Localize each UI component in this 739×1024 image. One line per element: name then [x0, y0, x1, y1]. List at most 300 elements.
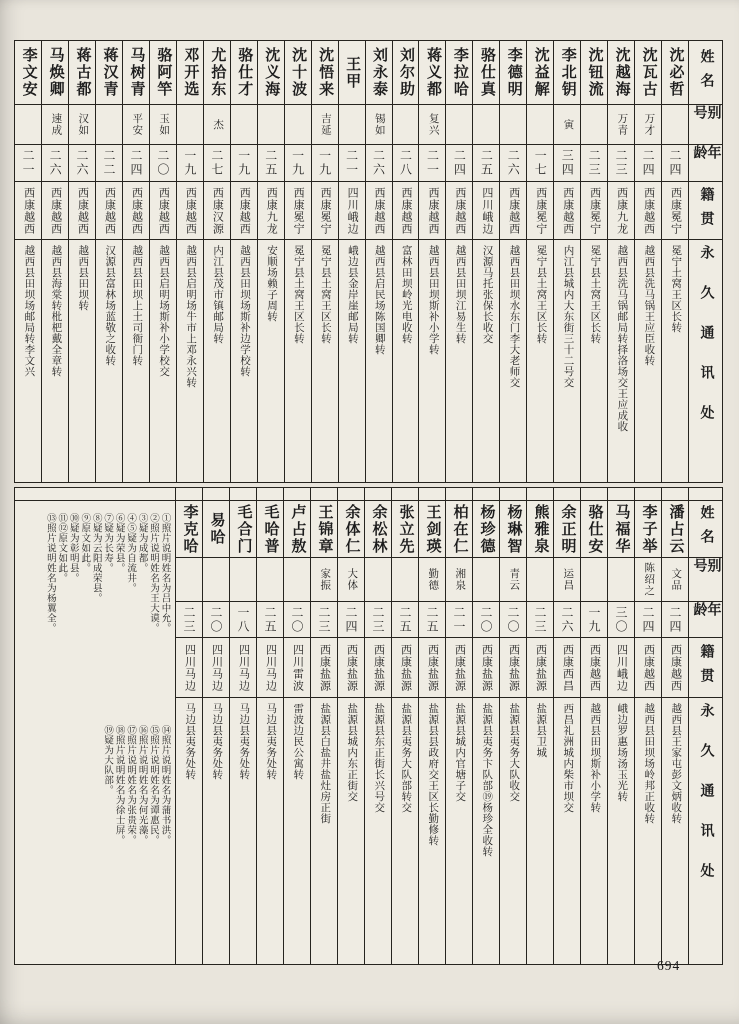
header-label-native: 籍贯: [698, 186, 714, 235]
person-name: 王锦章: [316, 503, 333, 555]
person-age: 二一: [425, 149, 440, 177]
person-age: 二四: [668, 605, 682, 634]
person-native: 西康越西: [426, 186, 439, 235]
person-age-cell: [393, 145, 419, 182]
person-native: 西康越西: [238, 186, 251, 235]
person-age-cell: [662, 145, 688, 182]
person-address-cell: [635, 698, 661, 964]
blank-strip-cell: [365, 488, 391, 501]
person-alias-cell: [581, 105, 607, 145]
person-address-cell: [608, 240, 634, 482]
person-address: 峨边罗惠场汤玉光转: [616, 703, 628, 802]
person-name: 蒋义都: [424, 47, 441, 98]
person-address: 越西县洗马锅邮局转择洛场交王应成收: [616, 245, 628, 432]
person-name-cell: [312, 41, 338, 105]
header-cell-age: [689, 145, 722, 182]
person-alias-cell: [527, 105, 553, 145]
person-address-cell: [581, 240, 607, 482]
person-column: [256, 488, 283, 964]
person-name: 骆仕安: [586, 503, 603, 555]
person-name-cell: [608, 501, 634, 558]
person-age-cell: [15, 145, 41, 182]
person-age-cell: [635, 145, 661, 182]
footnote-item: ⑰照片说明姓名为张贵荣。: [125, 725, 136, 845]
person-name: 卢占敖: [289, 503, 306, 555]
blank-strip-cell: [500, 488, 526, 501]
person-column: [122, 41, 149, 482]
blank-strip-cell: [257, 488, 283, 501]
person-age: 一八: [236, 605, 250, 634]
person-age: 二三: [317, 605, 331, 634]
person-address-cell: [500, 240, 526, 482]
person-address-cell: [312, 240, 338, 482]
person-address-cell: [204, 240, 230, 482]
header-cell-name: [689, 41, 722, 105]
person-name-cell: [15, 41, 41, 105]
person-address: 越西县启明场斯补小学校交: [158, 245, 170, 377]
person-age-cell: [42, 145, 68, 182]
person-native: 西康越西: [588, 643, 601, 692]
person-native-cell: [204, 182, 230, 240]
person-name-cell: [554, 41, 580, 105]
person-alias-cell: [662, 105, 688, 145]
person-native-cell: [312, 182, 338, 240]
person-name-cell: [338, 501, 364, 558]
footnote-item: ⑭照片说明姓名为蒲书洪。: [159, 725, 170, 845]
person-native-cell: [635, 182, 661, 240]
person-column: [634, 41, 661, 482]
person-alias-cell: [446, 105, 472, 145]
person-age-cell: [473, 145, 499, 182]
person-address-cell: [635, 240, 661, 482]
blank-strip-cell: [554, 488, 580, 501]
person-age-cell: [662, 602, 688, 638]
person-native-cell: [473, 182, 499, 240]
person-name-cell: [527, 41, 553, 105]
person-alias-cell: [176, 558, 202, 602]
person-native: 四川马边: [237, 643, 250, 692]
person-name: 沈十波: [290, 47, 307, 98]
person-address: 越西县田坝上土司衙门转: [131, 245, 143, 366]
person-native-cell: [662, 182, 688, 240]
person-name: 沈义海: [263, 47, 280, 98]
person-name-cell: [311, 501, 337, 558]
person-column: [257, 41, 284, 482]
person-alias-cell: [230, 558, 256, 602]
footnote-item: ⑦疑为长寿。: [102, 513, 113, 573]
person-column: [230, 41, 257, 482]
person-column: [526, 41, 553, 482]
person-column: [15, 41, 41, 482]
person-alias-cell: [473, 105, 499, 145]
person-address: 汉源马托张保长收交: [481, 245, 493, 344]
person-name: 蒋汉青: [101, 47, 118, 98]
person-age: 二七: [209, 149, 224, 177]
person-age-cell: [581, 602, 607, 638]
person-native: 西康越西: [76, 186, 89, 235]
person-age-cell: [446, 602, 472, 638]
person-address: 马边县夷务处转: [265, 703, 277, 780]
person-address-cell: [446, 698, 472, 964]
header-label-alias: 别号: [691, 105, 721, 129]
person-name-cell: [42, 41, 68, 105]
person-age-cell: [123, 145, 149, 182]
person-age: 二三: [371, 605, 385, 634]
person-alias-cell: [204, 105, 230, 145]
person-native-cell: [635, 638, 661, 698]
person-name-cell: [446, 501, 472, 558]
person-alias: 湘泉: [454, 568, 466, 591]
person-native: 西康越西: [184, 186, 197, 235]
person-alias-cell: [231, 105, 257, 145]
person-alias-cell: [15, 105, 41, 145]
person-native-cell: [339, 182, 365, 240]
person-age-cell: [527, 602, 553, 638]
header-cell-address: [689, 240, 722, 482]
header-label-age: 年龄: [691, 145, 721, 169]
person-column: [95, 41, 122, 482]
person-address: 盐源县卫城: [535, 703, 547, 758]
header-label-name: 姓名: [698, 48, 714, 97]
person-native: 西康盐源: [372, 643, 385, 692]
person-column: [365, 41, 392, 482]
person-native-cell: [69, 182, 95, 240]
person-native-cell: [500, 638, 526, 698]
person-address: 马边县夷务处转: [184, 703, 196, 780]
person-age-cell: [554, 602, 580, 638]
person-age-cell: [69, 145, 95, 182]
blank-strip-cell: [608, 488, 634, 501]
footnote-item: ③疑为成都。: [136, 513, 147, 573]
person-age: 二二: [102, 149, 116, 177]
person-age: 二〇: [479, 605, 493, 634]
person-alias-cell: [473, 558, 499, 602]
person-name: 刘尔助: [397, 47, 414, 98]
person-address: 越西县王家屯彭文炳收转: [670, 703, 682, 824]
person-name-cell: [500, 41, 526, 105]
person-native-cell: [365, 638, 391, 698]
footnote-item: ⑥疑为荣县。: [113, 513, 124, 573]
person-name-cell: [257, 501, 283, 558]
person-column: [202, 488, 229, 964]
header-cell-alias: [689, 558, 722, 602]
person-native-cell: [257, 638, 283, 698]
person-age-cell: [446, 145, 472, 182]
person-age-cell: [366, 145, 392, 182]
person-address: 汉源县富林场蓝敬之收转: [104, 245, 116, 366]
person-alias-cell: [366, 105, 392, 145]
person-age: 一九: [182, 149, 197, 177]
person-column: [41, 41, 68, 482]
person-address-cell: [500, 698, 526, 964]
person-address: 越西县启明场牛市上邓永兴转: [185, 245, 197, 388]
person-address: 冕宁县土窝王区长转: [319, 245, 331, 344]
person-alias-cell: [446, 558, 472, 602]
footnote-group-2: [100, 725, 170, 915]
person-name: 余松林: [370, 503, 387, 555]
person-address: 越西县田坝转: [77, 245, 89, 311]
person-alias: 复兴: [427, 113, 439, 136]
person-age: 二五: [425, 605, 439, 634]
person-alias-cell: [419, 105, 445, 145]
blank-strip-cell: [311, 488, 337, 501]
person-name-cell: [150, 41, 176, 105]
person-native-cell: [392, 638, 418, 698]
header-column-bottom: [688, 488, 722, 964]
person-address-cell: [554, 240, 580, 482]
person-column: [68, 41, 95, 482]
person-name: 易哈: [208, 512, 225, 546]
person-native: 四川马边: [183, 643, 196, 692]
person-alias-cell: [554, 105, 580, 145]
person-alias-cell: [500, 558, 526, 602]
person-address-cell: [150, 240, 176, 482]
person-native-cell: [527, 182, 553, 240]
person-name-cell: [473, 501, 499, 558]
person-name-cell: [446, 41, 472, 105]
footnote-item: ⑨原文如此。: [79, 513, 90, 573]
person-alias-cell: [581, 558, 607, 602]
footnote-item: ⑧疑为云阳成荣县。: [90, 513, 101, 603]
person-alias-cell: [258, 105, 284, 145]
footnote-item: ④⑤疑为自流井。: [125, 513, 136, 593]
person-age-cell: [177, 145, 203, 182]
person-name: 马树青: [128, 47, 145, 98]
person-name-cell: [635, 501, 661, 558]
blank-strip-cell: [689, 488, 722, 501]
person-address-cell: [419, 240, 445, 482]
person-column: [391, 488, 418, 964]
person-age-cell: [257, 602, 283, 638]
page-number: 694: [657, 958, 681, 973]
person-age: 二五: [263, 605, 277, 634]
person-alias-cell: [635, 558, 661, 602]
person-name: 李子举: [640, 503, 657, 555]
blank-strip-cell: [419, 488, 445, 501]
person-address: 安顺场赖子周转: [265, 245, 277, 322]
header-label-name: 姓名: [698, 505, 714, 553]
person-alias-cell: [393, 105, 419, 145]
person-alias-cell: [123, 105, 149, 145]
blank-strip-cell: [176, 488, 202, 501]
person-column: [445, 488, 472, 964]
person-column: [392, 41, 419, 482]
person-alias: 大体: [346, 568, 358, 591]
person-column: [229, 488, 256, 964]
person-address: 冕宁土窝王区长转: [670, 245, 682, 333]
person-address: 马边县夷务处转: [211, 703, 223, 780]
person-native-cell: [446, 182, 472, 240]
person-alias-cell: [339, 105, 365, 145]
person-age: 二六: [75, 149, 90, 177]
person-name-cell: [393, 41, 419, 105]
person-native: 西康越西: [373, 186, 386, 235]
person-column: [149, 41, 176, 482]
person-address: 越西县田坝场斯补边学校转: [239, 245, 251, 377]
person-native-cell: [366, 182, 392, 240]
blank-strip-cell: [527, 488, 553, 501]
person-address-cell: [284, 698, 310, 964]
person-native: 西康越西: [130, 186, 143, 235]
person-age-cell: [230, 602, 256, 638]
registry-table-top: [14, 40, 723, 483]
person-age: 一九: [317, 149, 332, 177]
person-age: 二〇: [506, 605, 520, 634]
person-age-cell: [339, 145, 365, 182]
person-column: [661, 488, 688, 964]
person-alias-cell: [662, 558, 688, 602]
person-native: 四川雷波: [291, 643, 304, 692]
person-name: 马福华: [613, 503, 630, 555]
person-address: 越西县田坝江易生转: [454, 245, 466, 344]
person-name-cell: [339, 41, 365, 105]
person-age: 二三: [533, 605, 547, 634]
person-native: 西康越西: [642, 643, 655, 692]
person-column: [499, 41, 526, 482]
person-name-cell: [662, 501, 688, 558]
person-column: [526, 488, 553, 964]
person-age-cell: [284, 602, 310, 638]
person-age-cell: [419, 145, 445, 182]
blank-strip-cell: [392, 488, 418, 501]
blank-strip-cell: [662, 488, 688, 501]
person-column: [283, 488, 310, 964]
person-alias: 万才: [643, 113, 655, 136]
person-name-cell: [419, 41, 445, 105]
person-address: 雷波边民公寓转: [292, 703, 304, 780]
person-name: 余体仁: [343, 503, 360, 555]
person-column: [418, 41, 445, 482]
person-alias-cell: [203, 558, 229, 602]
person-column: [661, 41, 688, 482]
person-native: 西康越西: [157, 186, 170, 235]
person-age: 二〇: [290, 605, 304, 634]
person-native-cell: [176, 638, 202, 698]
person-name-cell: [662, 41, 688, 105]
person-age-cell: [311, 602, 337, 638]
person-alias-cell: [500, 105, 526, 145]
person-name-cell: [581, 501, 607, 558]
person-address: 盐源县白盐井盐灶房正街: [319, 703, 331, 824]
person-address: 盐源县夷务卞队部⑲杨珍全收转: [481, 703, 493, 857]
person-native-cell: [446, 638, 472, 698]
person-column: [338, 41, 365, 482]
person-age: 二三: [182, 605, 196, 634]
person-age: 一九: [587, 605, 601, 634]
person-address-cell: [662, 240, 688, 482]
blank-strip-cell: [635, 488, 661, 501]
person-age-cell: [554, 145, 580, 182]
person-age: 一七: [533, 149, 548, 177]
footnotes-body: [15, 501, 175, 964]
header-cell-age: [689, 602, 722, 638]
person-age: 二六: [560, 605, 574, 634]
person-name: 李北钥: [559, 47, 576, 98]
person-address-cell: [662, 698, 688, 964]
person-address-cell: [365, 698, 391, 964]
blank-strip-cell: [581, 488, 607, 501]
person-alias: 文品: [670, 568, 682, 591]
person-alias: 万青: [616, 113, 628, 136]
person-column: [634, 488, 661, 964]
blank-strip-cell: [203, 488, 229, 501]
person-age-cell: [285, 145, 311, 182]
person-address-cell: [419, 698, 445, 964]
person-address-cell: [527, 698, 553, 964]
person-name: 王剑瑛: [424, 503, 441, 555]
person-alias-cell: [338, 558, 364, 602]
person-name-cell: [419, 501, 445, 558]
person-native: 西康九龙: [265, 186, 278, 235]
person-name: 王甲: [344, 55, 361, 90]
person-age-cell: [419, 602, 445, 638]
person-native-cell: [662, 638, 688, 698]
person-age-cell: [258, 145, 284, 182]
person-alias-cell: [608, 558, 634, 602]
person-age-cell: [96, 145, 122, 182]
person-address-cell: [42, 240, 68, 482]
person-native: 西康盐源: [534, 643, 547, 692]
person-column: [418, 488, 445, 964]
person-age-cell: [365, 602, 391, 638]
person-age: 二四: [452, 149, 467, 177]
person-name: 毛哈普: [262, 503, 279, 555]
person-address: 内江县茂市镇邮局转: [212, 245, 224, 344]
person-address-cell: [176, 698, 202, 964]
person-name-cell: [392, 501, 418, 558]
person-age: 二五: [479, 149, 494, 177]
person-name-cell: [581, 41, 607, 105]
person-name-cell: [285, 41, 311, 105]
person-column: [472, 41, 499, 482]
person-native: 西康盐源: [345, 643, 358, 692]
person-name: 骆阿竿: [155, 47, 172, 98]
person-address-cell: [473, 240, 499, 482]
person-name: 毛合门: [235, 503, 252, 555]
person-alias-cell: [311, 558, 337, 602]
person-native: 四川峨边: [480, 186, 493, 235]
person-native-cell: [42, 182, 68, 240]
person-address: 冕宁县土窝王区长转: [292, 245, 304, 344]
person-name: 潘占云: [667, 503, 684, 555]
person-native: 西康盐源: [453, 643, 466, 692]
person-age: 二〇: [209, 605, 223, 634]
header-cell-native: [689, 182, 722, 240]
person-age: 二四: [641, 149, 656, 177]
person-column: [499, 488, 526, 964]
person-native-cell: [554, 638, 580, 698]
person-name: 骆仕真: [478, 47, 495, 98]
person-address-cell: [608, 698, 634, 964]
person-address-cell: [554, 698, 580, 964]
person-native-cell: [96, 182, 122, 240]
header-cell-address: [689, 698, 722, 964]
person-native-cell: [284, 638, 310, 698]
person-native: 西康越西: [49, 186, 62, 235]
blank-strip-cell: [473, 488, 499, 501]
person-address: 越西县田坝斯补小学转: [589, 703, 601, 813]
person-native: 西康盐源: [480, 643, 493, 692]
person-age: 二四: [344, 605, 358, 634]
footnote-item: ⑱照片说明姓名为徐士屏。: [113, 725, 124, 845]
registry-table-bottom: [14, 487, 723, 965]
person-address-cell: [473, 698, 499, 964]
person-name-cell: [230, 501, 256, 558]
footnotes-cell: [15, 488, 175, 964]
person-column: [203, 41, 230, 482]
blank-strip-cell: [15, 488, 175, 501]
person-native-cell: [581, 182, 607, 240]
